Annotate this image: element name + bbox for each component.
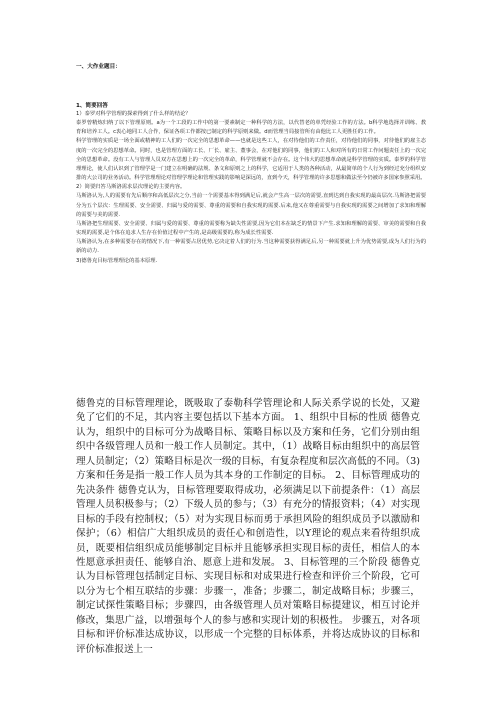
sub-heading: 1、简要回答 <box>76 103 108 109</box>
question-2: 2）简要归答马斯洛需求层次理论的主要内容。 <box>76 184 186 191</box>
answer-body <box>76 110 426 266</box>
q1-paragraph-2: 科学管理的实质是一场全面或精神的工人们的一次完全的思想革命——也就是这些工人，在对待他们的工作责任，对待他们的同事，对待他们的雇主态度的一次完全的思想革命。同时，也是管理方面的工长、厂长、雇主、董事会，在对他们的同事，他们的工人和对所有的日常工作问题责任上的一次完全的思想革命。没有工人与管理人员双方在思想上的一次完全的革命，科学管理就不会存在。这个伟大的思想革命就是科学管理的实质。泰罗的科学管理理论，使人们认识到了管理学是一门建立在明确的法规、条文和原则之上的科学，它适用于人类的各种活动，从最简单的个人行为到经过充分组织安排的大公司的业务活动。科学管理理论对管理学理论和管理实践的影响是深远的，直到今天，科学管理的许多思想和做法至今仍被许多国家参照采用。 <box>76 138 426 182</box>
drucker-theory-text <box>76 397 420 657</box>
question-1: 1）泰罗对科学管理的探索得到了什么样的结论？ <box>76 111 191 117</box>
drucker-paragraph: 德鲁克的目标管理理论，既吸取了泰勒科学管理论和人际关系学说的长处，又避免了它们的不足，其内容主要包括以下基本方面。 1、组织中目标的性质 德鲁克认为，组织中的目标可分为战略目标、策略目标以及方案和任务，它们分别由组织中各级管理人员和一般工作人员制定。其中，（1）战略目标由组织中的高层管理人员制定；（2）策略目标是次一级的目标，有复杂程度和层次高低的不同。（3)方案和任务是指一般工作人员为其本身的工作制定的目标。 2、目标管理成功的先决条件 德鲁克认为，目标管理要取得成功，必须满足以下前提条件：（1）高层管理人员积极参与；（2）下级人员的参与；（3）有充分的情报资料；（4）对实现目标的手段有控制权；（5）对为实现目标而勇于承担风险的组织成员予以激励和保护；（6）相信广大组织成员的责任心和创造性，以Y理论的观点来看待组织成员，既要相信组织成员能够制定目标并且能够承担实现目标的责任，相信人的本性愿意承担责任、能够自治、愿意上进和发展。 3、目标管理的三个阶段 德鲁克认为目标管理包括制定目标、实现目标和对成果进行检查和评价三个阶段，它可以分为七个相互联结的步骤：步骤一，准备；步骤二，制定战略目标；步骤三，制定试探性策略目标；步骤四，由各级管理人员对策略目标提建议，相互讨论并修改，集思广益，以增强每个人的参与感和实现计划的积极性。 步骤五，对各项目标和评价标准达成协议，以形成一个完整的目标体系，并将达成协议的目标和评价标准报送上一 <box>76 398 420 655</box>
question-3: 3)德鲁克目标管理理论的基本原理. <box>76 257 158 264</box>
q1-paragraph-1: 泰罗曾精炼归纳了以下管理原则。a为一个工段的工作中的第一要素制定一种科学的方法，以代替老的单凭经验工作的方法。b科学地选择并训练、教育和培养工人。c衷心地同工人合作，保证各项工作都按已制定的科学原则来做。d而管理当局接管所有由他比工人更胜任的工作。 <box>76 120 426 136</box>
q2-paragraph-2: 马斯洛把生理需要、安全需要、归属与爱的需要、尊重的需要称为缺失性需要,因为它们本在缺乏的情景下产生.求知和理解的需要、审美的需要和自我实现的需要,是个体在追求人生存在价值过程中产生的,是高级需要的,称为成长性需要. <box>76 220 426 237</box>
q2-paragraph-3: 马斯洛认为,在多种需要存在的情况下,有一种需要占居优势,它决定着人们的行为.当这种需要获得满足后,另一种需要就上升为优势需要,成为人们行为的新的动力. <box>76 239 426 255</box>
section-title: 一、大作业题目： <box>76 64 121 70</box>
q2-paragraph-1: 马斯洛认为,人的需要有先后顺序和高低层次之分,当前一个需要基本得到满足后,就会产生高一层次的需要,直到达到自我实现的最高层次.马斯洛把需要分为五个层次：生理需要、安全需要、归属与爱的需要、尊重的需要和自我实现的需要.后来,他又在尊重需要与自我实现的需要之间增加了求知和理解的需要与美的需要. <box>76 193 426 218</box>
